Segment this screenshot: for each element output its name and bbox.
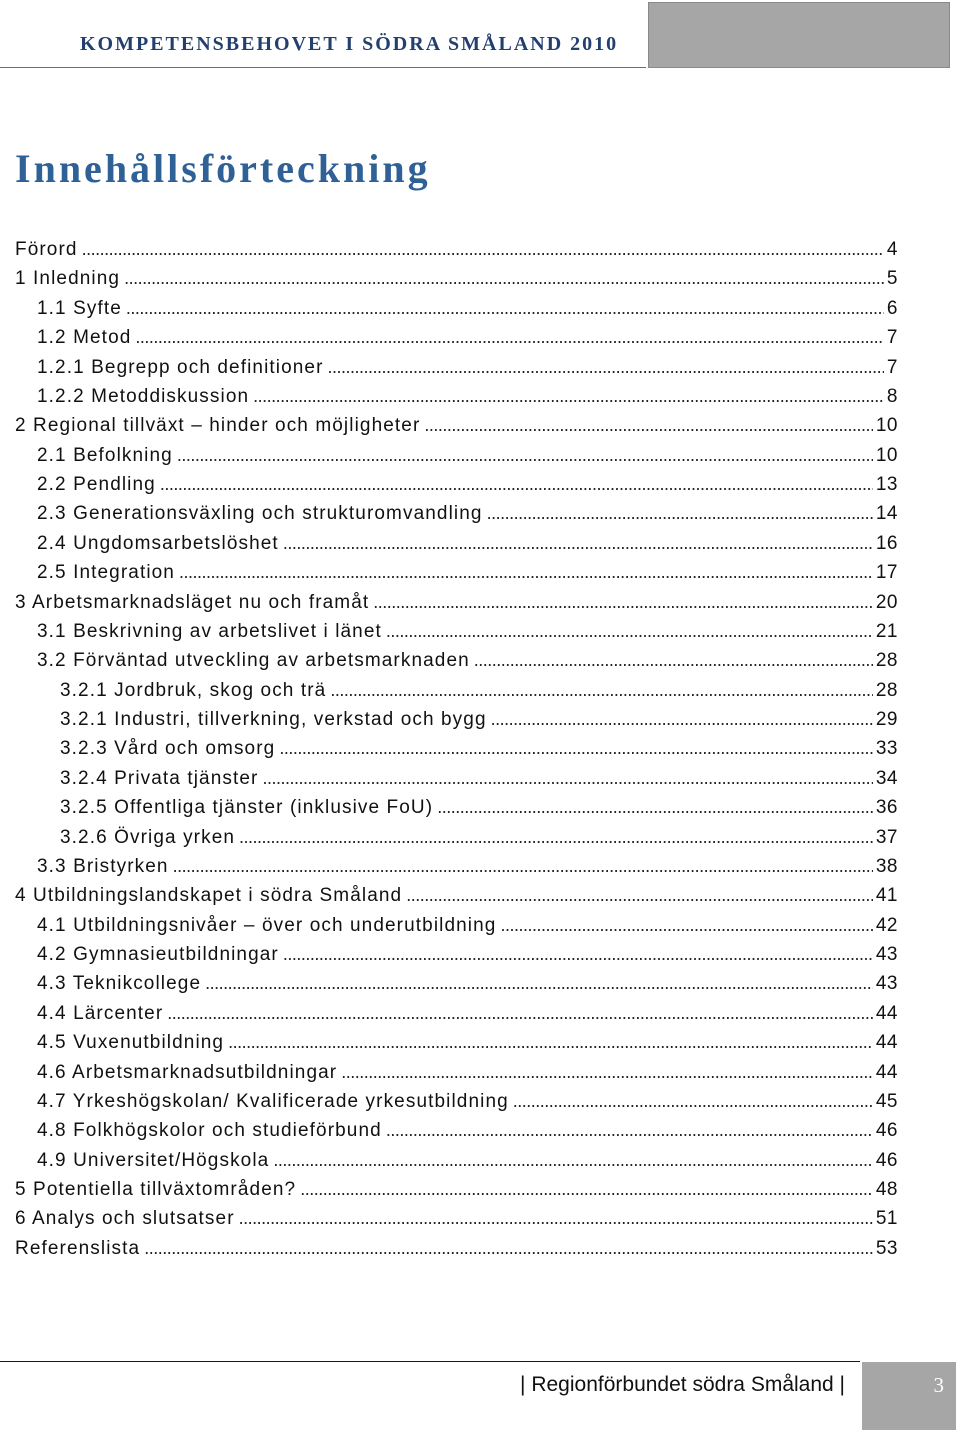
toc-entry-title: 4.7 Yrkeshögskolan/ Kvalificerade yrkesutbildning: [37, 1090, 509, 1112]
toc-dot-leader: [406, 881, 873, 910]
toc-entry[interactable]: [15, 852, 898, 881]
toc-entry-page-number: 33: [875, 738, 898, 760]
toc-entry-page-number: 46: [875, 1149, 898, 1171]
toc-entry-page-number: 42: [875, 914, 898, 936]
toc-entry-page-number: 44: [875, 1061, 898, 1083]
toc-entry[interactable]: [15, 881, 898, 910]
toc-entry[interactable]: [15, 1087, 898, 1116]
toc-entry[interactable]: [15, 705, 898, 734]
toc-dot-leader: [135, 323, 884, 352]
toc-entry-title: 3.2.1 Industri, tillverkning, verkstad och bygg: [60, 709, 487, 730]
toc-dot-leader: [205, 969, 873, 998]
toc-dot-leader: [330, 676, 873, 705]
toc-dot-leader: [487, 499, 873, 528]
toc-entry[interactable]: [15, 529, 898, 558]
toc-entry[interactable]: [15, 969, 898, 998]
toc-dot-leader: [283, 529, 873, 558]
toc-entry[interactable]: [15, 940, 898, 969]
toc-entry-title: 1 Inledning: [15, 268, 121, 290]
toc-entry[interactable]: [15, 441, 898, 470]
toc-entry-title: 4.8 Folkhögskolor och studieförbund: [37, 1120, 382, 1142]
toc-entry-title: 6 Analys och slutsatser: [15, 1208, 235, 1230]
toc-entry-title: 4.3 Teknikcollege: [37, 973, 202, 995]
page-number: 3: [933, 1373, 944, 1397]
toc-entry-page-number: 13: [875, 474, 898, 495]
toc-entry-title: 4.4 Lärcenter: [37, 1002, 164, 1024]
toc-entry-page-number: 4: [886, 239, 898, 260]
toc-dot-leader: [491, 705, 873, 734]
toc-dot-leader: [82, 235, 884, 264]
toc-entry-title: Referenslista: [15, 1237, 141, 1259]
toc-entry-page-number: 6: [886, 297, 898, 319]
toc-entry-page-number: 16: [875, 532, 898, 554]
table-of-contents: [15, 235, 898, 1263]
toc-entry-page-number: 7: [886, 327, 898, 349]
toc-entry-page-number: 43: [875, 973, 898, 995]
toc-dot-leader: [173, 852, 873, 881]
toc-entry-page-number: 45: [875, 1090, 898, 1112]
toc-dot-leader: [341, 1058, 873, 1087]
toc-dot-leader: [424, 411, 872, 440]
toc-dot-leader: [386, 1116, 873, 1145]
toc-dot-leader: [228, 1028, 873, 1057]
toc-entry-page-number: 53: [875, 1237, 898, 1259]
toc-dot-leader: [179, 558, 873, 587]
toc-entry-page-number: 37: [875, 826, 898, 848]
toc-entry[interactable]: [15, 617, 898, 646]
toc-dot-leader: [283, 940, 873, 969]
toc-entry[interactable]: [15, 1028, 898, 1057]
toc-entry[interactable]: [15, 1146, 898, 1175]
toc-entry[interactable]: [15, 999, 898, 1028]
header-gray-block: [648, 2, 950, 68]
toc-entry-page-number: 10: [875, 415, 898, 437]
toc-entry[interactable]: [15, 235, 898, 264]
toc-dot-leader: [160, 470, 873, 499]
toc-entry-title: 2.3 Generationsväxling och strukturomvandling: [37, 503, 483, 525]
toc-entry-title: 2.5 Integration: [37, 562, 175, 584]
toc-dot-leader: [144, 1234, 873, 1263]
toc-dot-leader: [373, 588, 873, 617]
footer-rule: [0, 1361, 860, 1362]
toc-dot-leader: [239, 1204, 873, 1233]
toc-entry[interactable]: [15, 764, 898, 793]
toc-entry[interactable]: [15, 646, 898, 675]
toc-entry[interactable]: [15, 382, 898, 411]
toc-entry-title: 1.2.2 Metoddiskussion: [37, 385, 250, 407]
toc-entry-title: 4.2 Gymnasieutbildningar: [37, 944, 279, 965]
toc-entry-title: 3.2.3 Vård och omsorg: [60, 738, 276, 760]
toc-entry-page-number: 43: [875, 944, 898, 965]
toc-dot-leader: [474, 646, 873, 675]
toc-entry-title: 1.1 Syfte: [37, 297, 122, 319]
page-number-box: [862, 1362, 956, 1430]
toc-entry[interactable]: [15, 323, 898, 352]
toc-dot-leader: [126, 294, 884, 323]
toc-entry-page-number: 36: [875, 797, 898, 819]
toc-entry[interactable]: [15, 411, 898, 440]
toc-entry[interactable]: [15, 294, 898, 323]
toc-dot-leader: [273, 1146, 873, 1175]
toc-entry-title: 3.2.1 Jordbruk, skog och trä: [60, 679, 327, 701]
toc-entry-page-number: 8: [886, 385, 898, 407]
toc-dot-leader: [279, 734, 873, 763]
toc-entry-page-number: 10: [875, 444, 898, 466]
toc-entry-title: 3.2.5 Offentliga tjänster (inklusive FoU): [60, 797, 434, 819]
toc-entry-title: 4.5 Vuxenutbildning: [37, 1032, 225, 1054]
toc-entry-page-number: 28: [875, 679, 898, 701]
toc-entry-page-number: 34: [875, 767, 898, 789]
toc-entry[interactable]: [15, 1204, 898, 1233]
toc-dot-leader: [328, 353, 884, 382]
toc-entry[interactable]: [15, 353, 898, 382]
running-header-title: KOMPETENSBEHOVET I SÖDRA SMÅLAND 2010: [80, 33, 619, 55]
toc-entry[interactable]: [15, 499, 898, 528]
toc-entry-title: 3.3 Bristyrken: [37, 855, 169, 877]
toc-entry-title: 1.2.1 Begrepp och definitioner: [37, 356, 324, 378]
toc-entry-title: 2.1 Befolkning: [37, 444, 173, 466]
toc-entry[interactable]: [15, 676, 898, 705]
toc-entry[interactable]: [15, 558, 898, 587]
toc-entry[interactable]: [15, 734, 898, 763]
toc-dot-leader: [167, 999, 873, 1028]
toc-dot-leader: [437, 793, 873, 822]
toc-entry-page-number: 41: [875, 885, 898, 907]
toc-entry-page-number: 21: [875, 620, 898, 642]
toc-entry[interactable]: [15, 1058, 898, 1087]
toc-dot-leader: [124, 264, 884, 293]
toc-entry-page-number: 51: [875, 1208, 898, 1230]
toc-entry-title: 4.1 Utbildningsnivåer – över och underutbildning: [37, 914, 497, 936]
toc-dot-leader: [177, 441, 873, 470]
toc-dot-leader: [300, 1175, 873, 1204]
toc-dot-leader: [386, 617, 873, 646]
toc-entry-page-number: 17: [875, 562, 898, 584]
toc-entry-title: 3.2.4 Privata tjänster: [60, 767, 259, 789]
toc-entry-page-number: 14: [875, 503, 898, 525]
toc-entry-title: 3.1 Beskrivning av arbetslivet i länet: [37, 620, 382, 642]
toc-dot-leader: [239, 823, 873, 852]
toc-entry[interactable]: [15, 1234, 898, 1263]
footer-publisher: | Regionförbundet södra Småland |: [520, 1373, 845, 1396]
toc-entry-title: 3 Arbetsmarknadsläget nu och framåt: [15, 591, 370, 613]
toc-entry-page-number: 44: [875, 1002, 898, 1024]
toc-entry[interactable]: [15, 470, 898, 499]
toc-entry-page-number: 20: [875, 591, 898, 613]
toc-entry[interactable]: [15, 264, 898, 293]
toc-entry-page-number: 7: [886, 356, 898, 378]
toc-entry-title: Förord: [15, 239, 78, 260]
toc-entry[interactable]: [15, 793, 898, 822]
toc-entry-title: 2.4 Ungdomsarbetslöshet: [37, 532, 279, 554]
toc-entry-title: 3.2.6 Övriga yrken: [60, 826, 236, 848]
toc-entry-title: 2 Regional tillväxt – hinder och möjligheter: [15, 415, 421, 437]
toc-entry[interactable]: [15, 911, 898, 940]
toc-entry[interactable]: [15, 1175, 898, 1204]
page-title: Innehållsförteckning: [15, 146, 431, 191]
toc-dot-leader: [262, 764, 872, 793]
toc-entry-title: 2.2 Pendling: [37, 474, 156, 495]
toc-entry-page-number: 28: [875, 650, 898, 672]
toc-entry-page-number: 44: [875, 1032, 898, 1054]
toc-entry-title: 4 Utbildningslandskapet i södra Småland: [15, 885, 403, 907]
toc-entry-page-number: 5: [886, 268, 898, 290]
toc-dot-leader: [500, 911, 872, 940]
toc-entry-title: 3.2 Förväntad utveckling av arbetsmarknaden: [37, 650, 470, 672]
toc-entry[interactable]: [15, 588, 898, 617]
toc-dot-leader: [513, 1087, 873, 1116]
toc-entry-title: 4.9 Universitet/Högskola: [37, 1149, 270, 1171]
toc-entry[interactable]: [15, 823, 898, 852]
toc-entry-page-number: 38: [875, 855, 898, 877]
toc-entry-page-number: 29: [875, 709, 898, 730]
toc-entry-page-number: 48: [875, 1179, 898, 1200]
page-header: [0, 0, 646, 68]
toc-entry-page-number: 46: [875, 1120, 898, 1142]
toc-entry-title: 4.6 Arbetsmarknadsutbildningar: [37, 1061, 338, 1083]
toc-dot-leader: [253, 382, 884, 411]
toc-entry[interactable]: [15, 1116, 898, 1145]
toc-entry-title: 5 Potentiella tillväxtområden?: [15, 1179, 297, 1200]
toc-entry-title: 1.2 Metod: [37, 327, 132, 349]
